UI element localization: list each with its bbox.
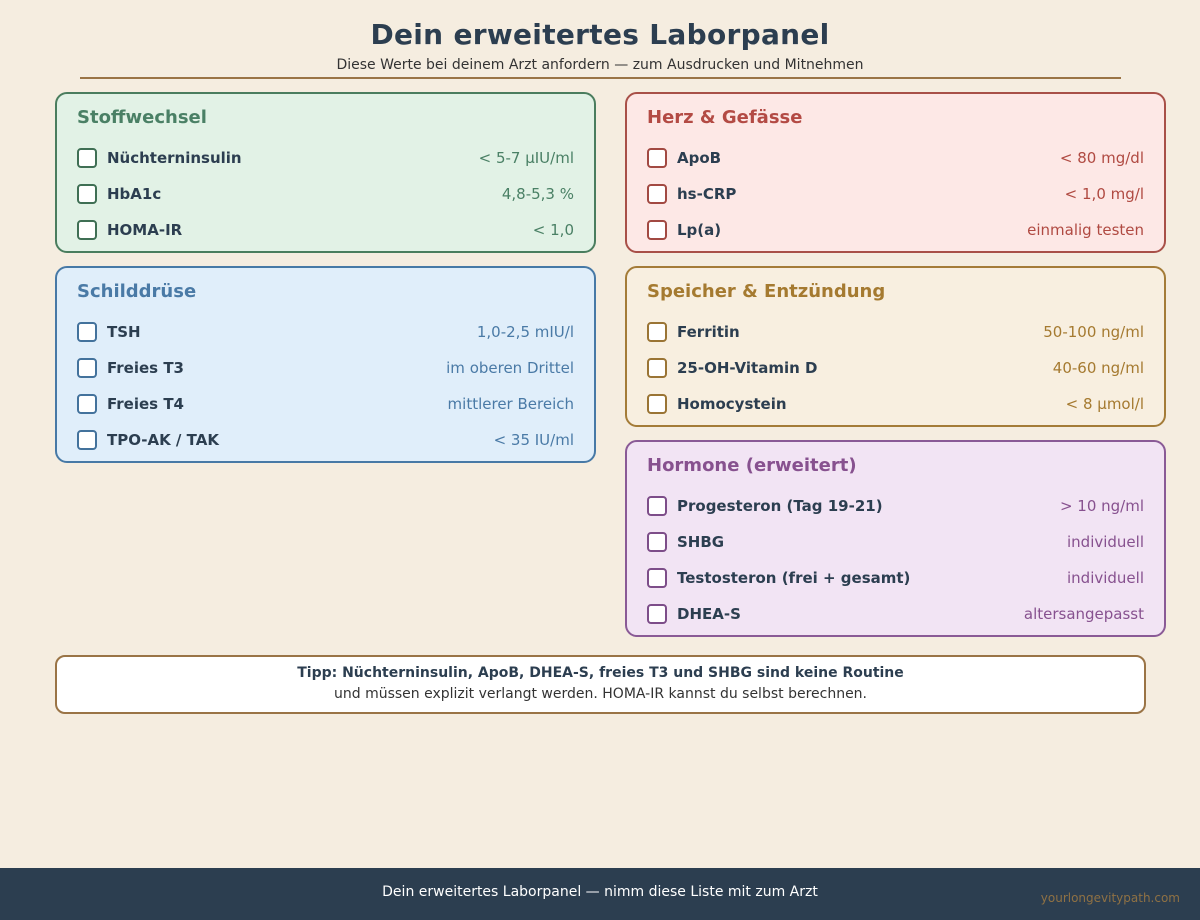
target-value: < 80 mg/dl [1059,149,1144,167]
test-label: Lp(a) [677,221,722,239]
test-label: Testosteron (frei + gesamt) [677,569,911,587]
target-value: individuell [1067,569,1144,587]
target-value: 50-100 ng/ml [1043,323,1144,341]
checklist-row-vitamin-d[interactable] [647,350,1144,386]
checklist-row-freies-t4[interactable] [77,386,574,422]
checklist-row-hs-crp[interactable] [647,176,1144,212]
target-value: 40-60 ng/ml [1052,359,1144,377]
card-herz-gefaesse [625,92,1166,253]
test-label: Progesteron (Tag 19-21) [677,497,883,515]
card-title: Hormone (erweitert) [647,455,857,476]
checklist-row-tsh[interactable] [77,314,574,350]
checkbox[interactable] [647,394,667,414]
card-stoffwechsel [55,92,596,253]
card-speicher-entzuendung [625,266,1166,427]
test-label: Ferritin [677,323,740,341]
checkbox[interactable] [77,322,97,342]
target-value: 1,0-2,5 mIU/l [476,323,574,341]
card-title: Speicher & Entzündung [647,281,886,302]
checkbox[interactable] [647,496,667,516]
checklist-row-hba1c[interactable] [77,176,574,212]
test-label: TPO-AK / TAK [107,431,219,449]
checklist-row-ferritin[interactable] [647,314,1144,350]
card-title: Stoffwechsel [77,107,207,128]
target-value: 4,8-5,3 % [501,185,574,203]
target-value: < 1,0 [532,221,574,239]
checklist-row-testosteron[interactable] [647,560,1144,596]
target-value: im oberen Drittel [446,359,574,377]
test-label: Freies T4 [107,395,184,413]
checkbox[interactable] [77,148,97,168]
checklist-row-progesteron[interactable] [647,488,1144,524]
checklist-row-lpa[interactable] [647,212,1144,248]
checkbox[interactable] [77,358,97,378]
checkbox[interactable] [647,568,667,588]
test-label: DHEA-S [677,605,741,623]
target-value: > 10 ng/ml [1059,497,1144,515]
test-label: HbA1c [107,185,162,203]
checkbox[interactable] [647,184,667,204]
checkbox[interactable] [77,394,97,414]
checkbox[interactable] [77,430,97,450]
test-label: Homocystein [677,395,787,413]
checklist-row-apob[interactable] [647,140,1144,176]
header-divider [80,77,1121,79]
tip-box [55,655,1146,714]
card-title: Schilddrüse [77,281,197,302]
target-value: < 1,0 mg/l [1064,185,1144,203]
test-label: TSH [107,323,141,341]
target-value: einmalig testen [1027,221,1144,239]
card-schilddruese [55,266,596,463]
checkbox[interactable] [77,184,97,204]
test-label: HOMA-IR [107,221,183,239]
target-value: < 8 µmol/l [1065,395,1144,413]
target-value: altersangepasst [1023,605,1144,623]
checkbox[interactable] [647,148,667,168]
checklist-row-homa-ir[interactable] [77,212,574,248]
tip-text: und müssen explizit verlangt werden. HOMA-IR kannst du selbst berechnen. [333,686,868,702]
test-label: Freies T3 [107,359,184,377]
target-value: < 5-7 µIU/ml [478,149,574,167]
checkbox[interactable] [647,358,667,378]
target-value: individuell [1067,533,1144,551]
checklist-row-dhea-s[interactable] [647,596,1144,632]
page-subtitle: Diese Werte bei deinem Arzt anfordern — zum Ausdrucken und Mitnehmen [336,57,864,73]
checkbox[interactable] [647,532,667,552]
footer-text: Dein erweitertes Laborpanel — nimm diese Liste mit zum Arzt [382,884,818,900]
checklist-row-shbg[interactable] [647,524,1144,560]
card-hormone [625,440,1166,637]
page-title: Dein erweitertes Laborpanel [370,18,830,51]
checklist-row-tpo-ak[interactable] [77,422,574,458]
checklist-row-nuechterninsulin[interactable] [77,140,574,176]
checkbox[interactable] [77,220,97,240]
test-label: SHBG [677,533,725,551]
checklist-row-freies-t3[interactable] [77,350,574,386]
page-header [0,0,1200,73]
card-title: Herz & Gefässe [647,107,803,128]
test-label: Nüchterninsulin [107,149,242,167]
footer [0,868,1200,920]
checkbox[interactable] [647,604,667,624]
checkbox[interactable] [647,220,667,240]
target-value: < 35 IU/ml [493,431,574,449]
footer-site-link[interactable]: yourlongevitypath.com [1040,891,1180,905]
tip-headline: Tipp: Nüchterninsulin, ApoB, DHEA-S, freies T3 und SHBG sind keine Routine [297,665,904,681]
test-label: 25-OH-Vitamin D [677,359,818,377]
test-label: hs-CRP [677,185,737,203]
checklist-row-homocystein[interactable] [647,386,1144,422]
checkbox[interactable] [647,322,667,342]
test-label: ApoB [677,149,722,167]
target-value: mittlerer Bereich [447,395,574,413]
